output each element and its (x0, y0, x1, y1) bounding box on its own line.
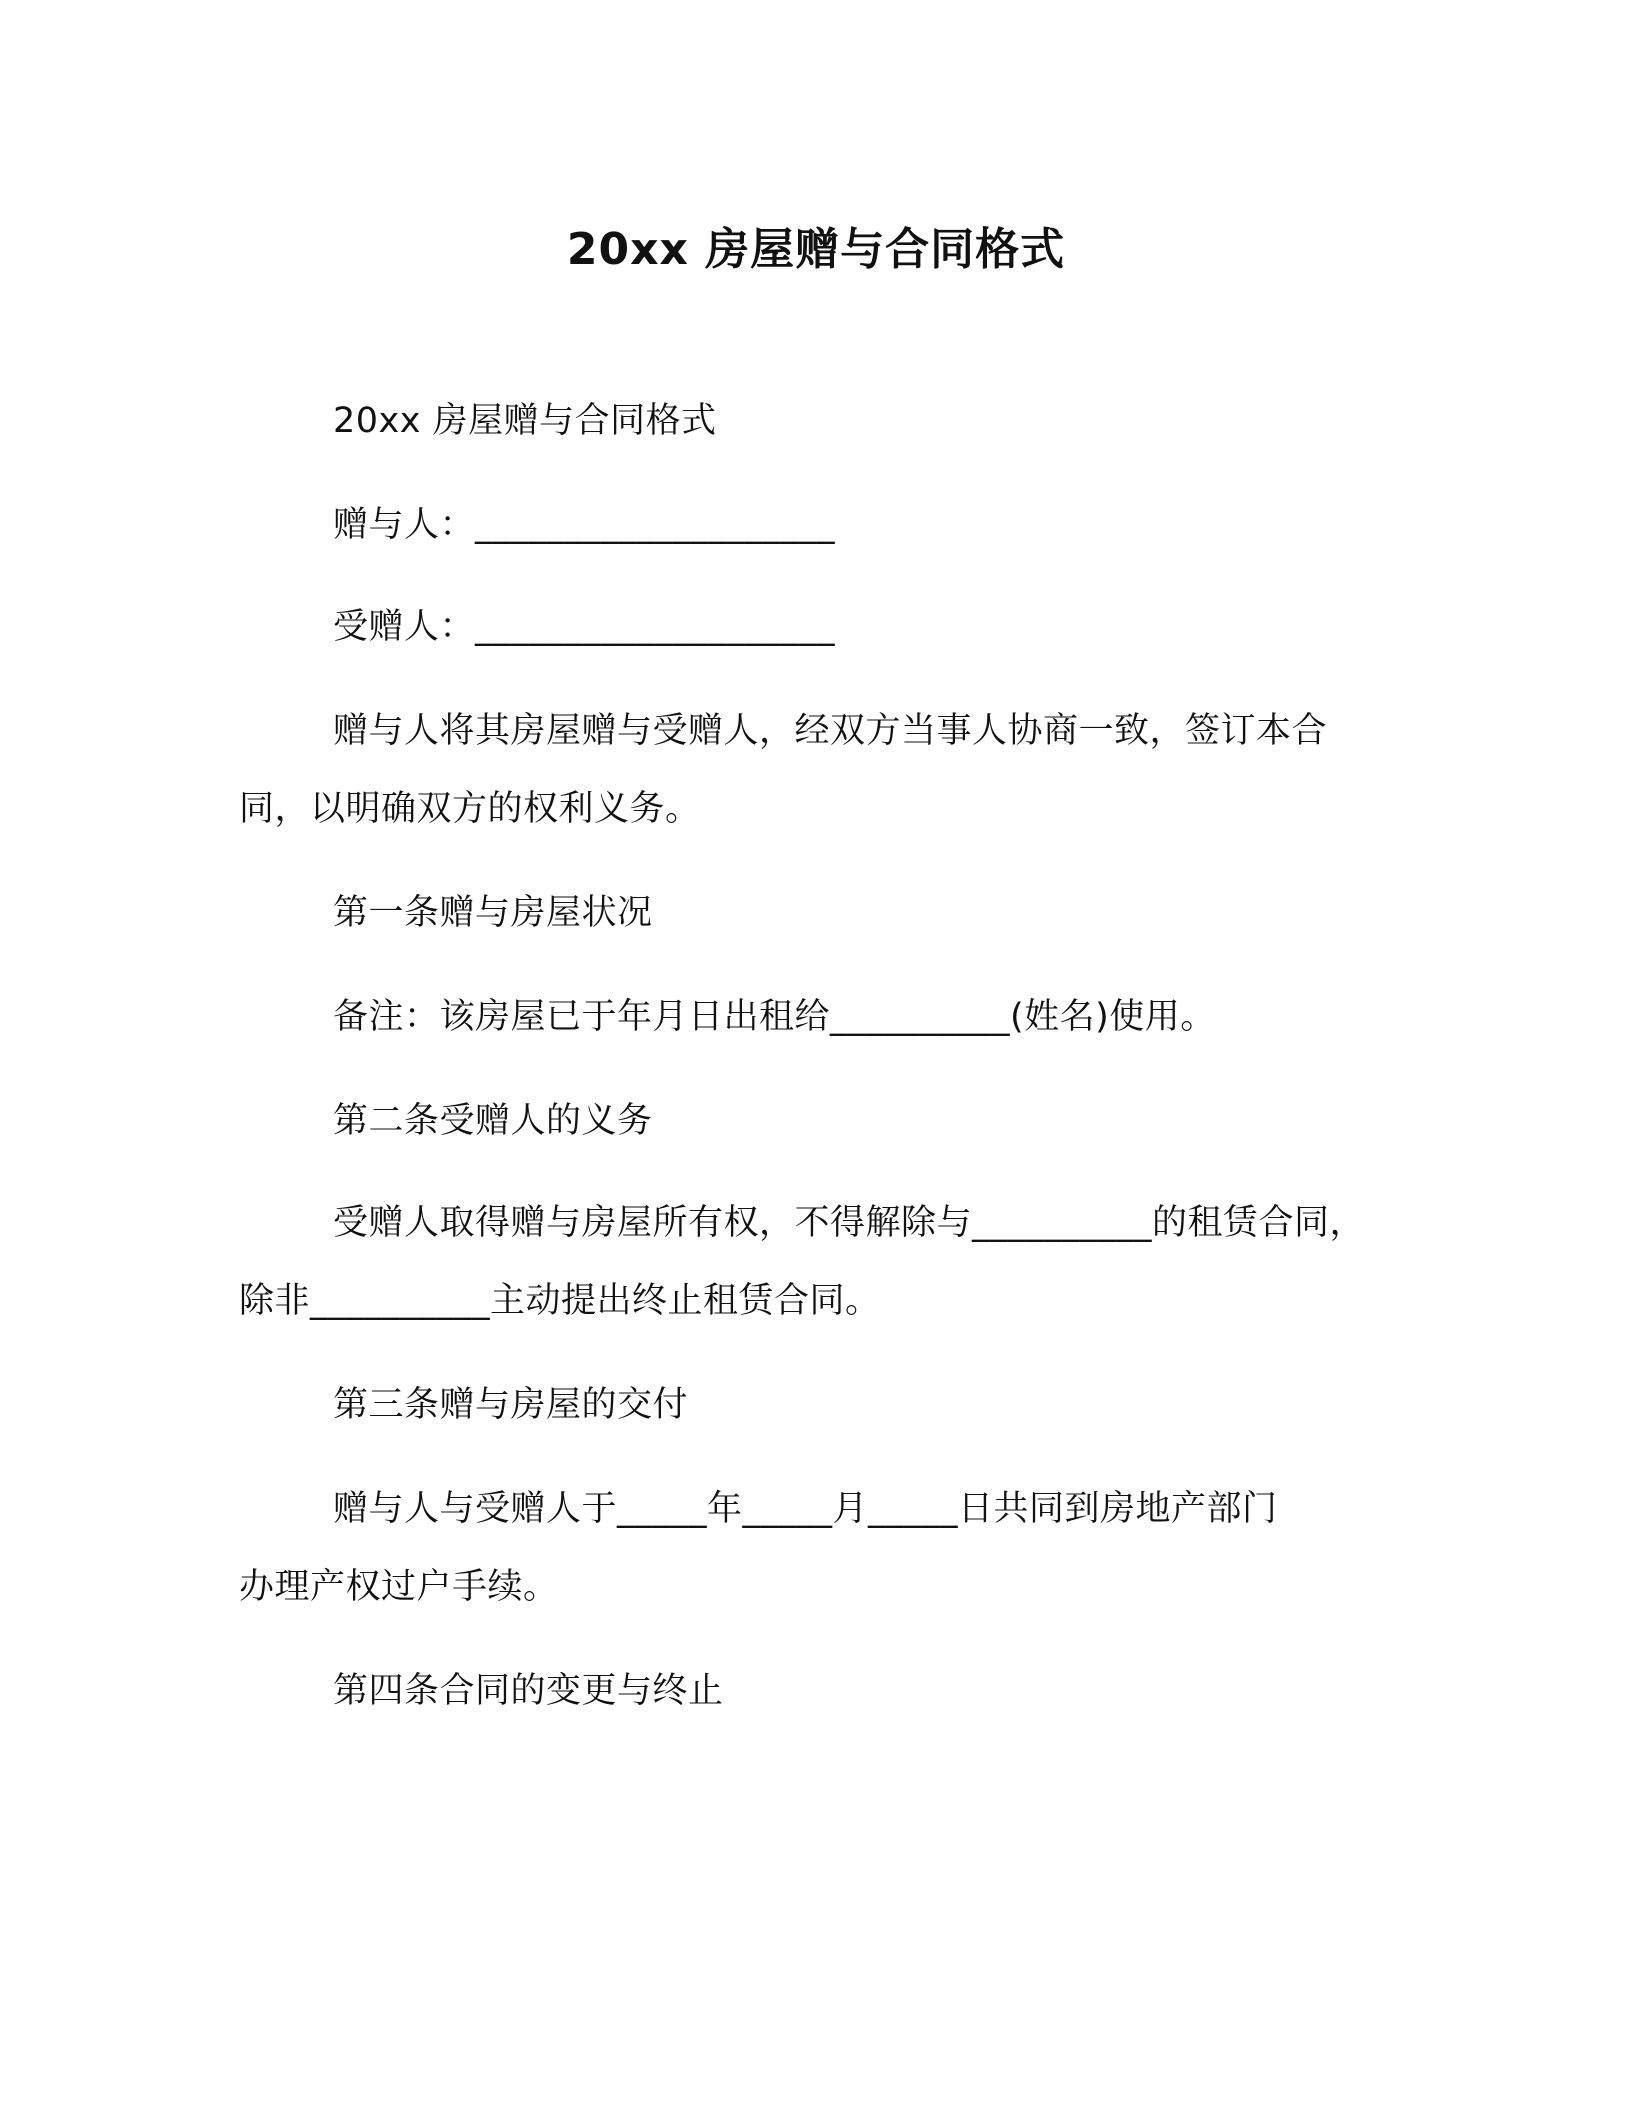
intro-line-2: 同，以明确双方的权利义务。 (239, 789, 701, 829)
article-2-line-2: 除非__________主动提出终止租赁合同。 (239, 1281, 881, 1321)
article-3-heading: 第三条赠与房屋的交付 (333, 1385, 689, 1425)
article-3-line-2: 办理产权过户手续。 (239, 1567, 559, 1607)
intro-line-1: 赠与人将其房屋赠与受赠人，经双方当事人协商一致，签订本合 (333, 711, 1328, 751)
remark-line: 备注：该房屋已于年月日出租给__________(姓名)使用。 (333, 997, 1216, 1037)
article-3-line-1: 赠与人与受赠人于_____年_____月_____日共同到房地产部门 (333, 1489, 1278, 1529)
subtitle-line: 20xx 房屋赠与合同格式 (333, 401, 717, 441)
article-1-heading: 第一条赠与房屋状况 (333, 893, 653, 933)
article-2-line-1: 受赠人取得赠与房屋所有权，不得解除与__________的租赁合同， (333, 1203, 1366, 1243)
article-2-heading: 第二条受赠人的义务 (333, 1101, 653, 1141)
donee-line: 受赠人：____________________ (333, 607, 836, 647)
article-4-heading: 第四条合同的变更与终止 (333, 1671, 724, 1711)
document-title: 20xx 房屋赠与合同格式 (566, 224, 1066, 275)
donor-line: 赠与人：____________________ (333, 505, 836, 545)
